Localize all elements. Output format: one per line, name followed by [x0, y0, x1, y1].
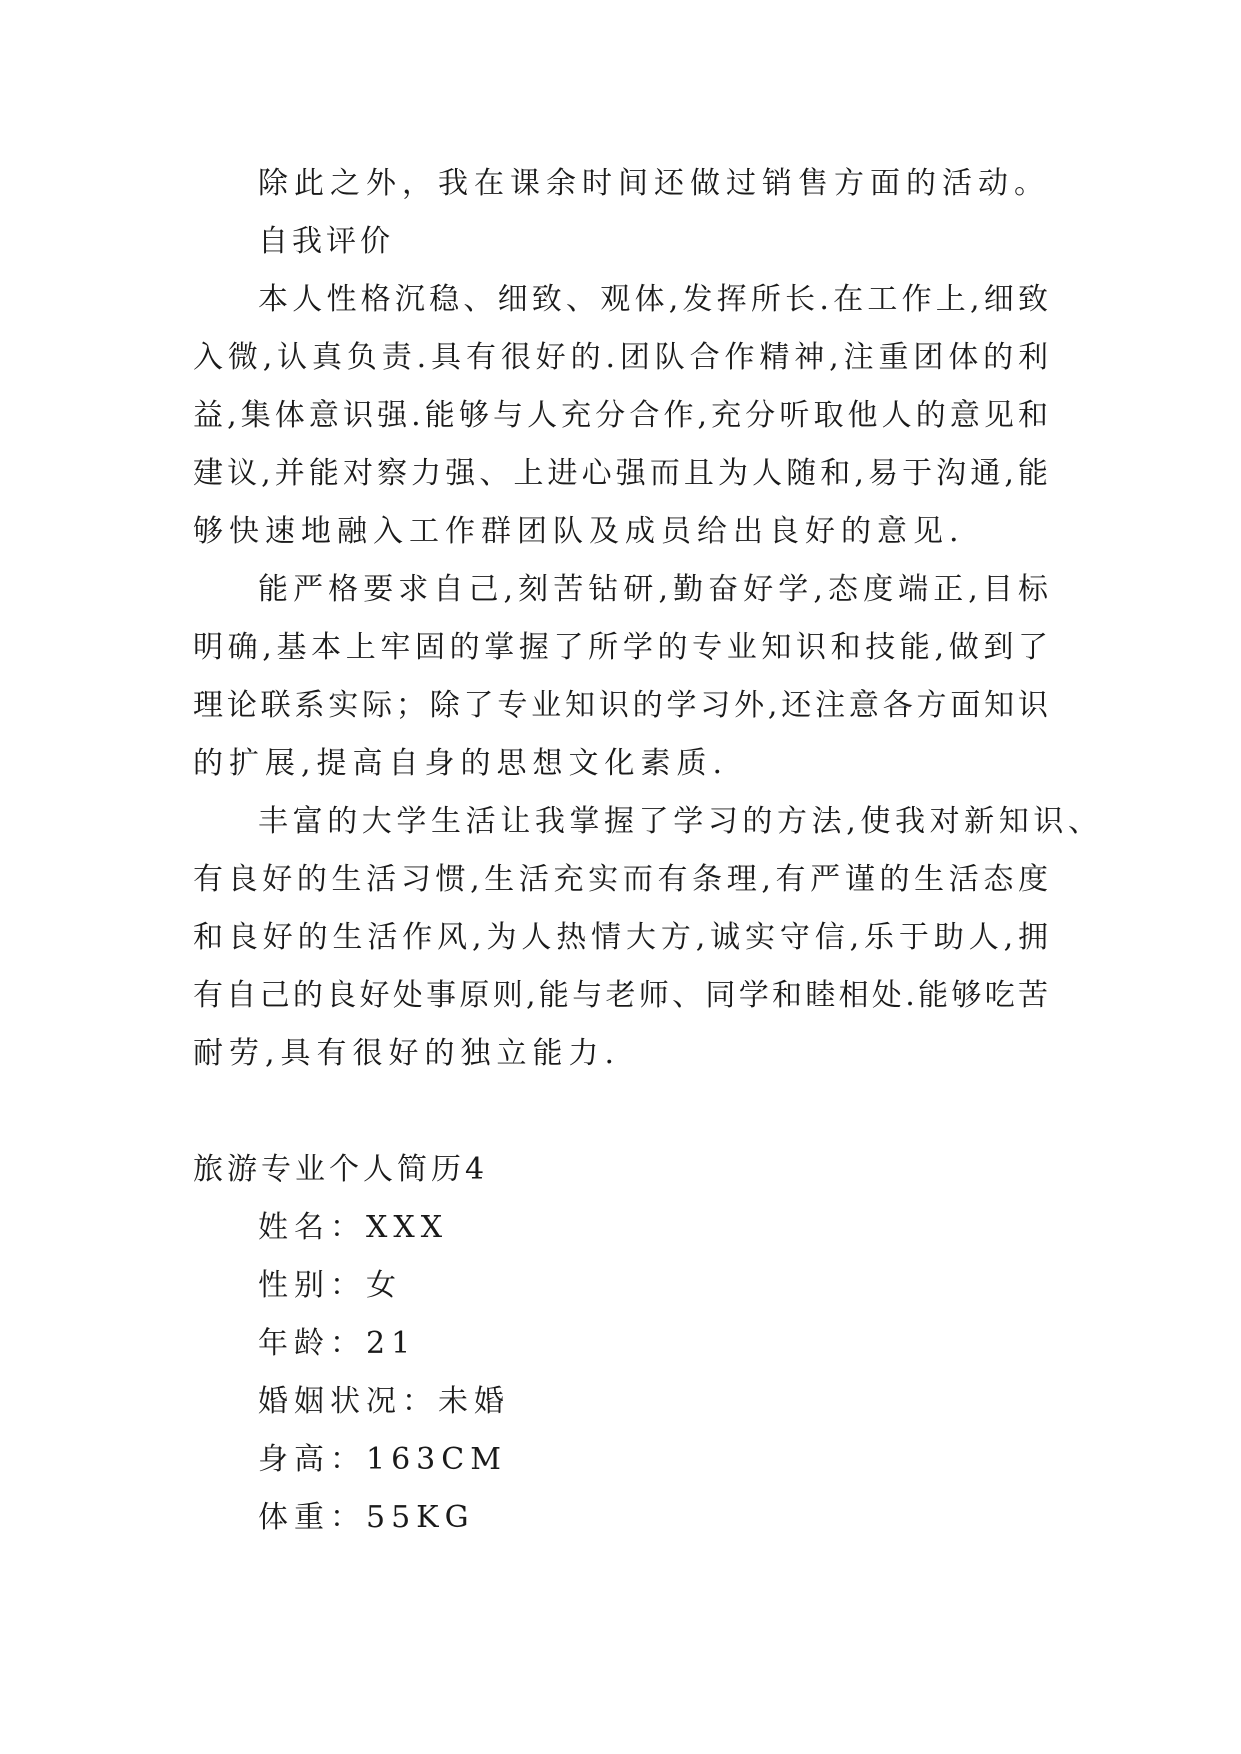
field-marital-status: 婚姻状况：未婚	[258, 1384, 510, 1419]
paragraph-1-line-5: 够快速地融入工作群团队及成员给出良好的意见.	[193, 514, 965, 549]
intro-paragraph: 除此之外，我在课余时间还做过销售方面的活动。	[258, 166, 1050, 201]
paragraph-3-line-1: 丰富的大学生活让我掌握了学习的方法,使我对新知识、	[258, 804, 1098, 839]
field-weight: 体重：55KG	[258, 1500, 475, 1535]
self-evaluation-heading: 自我评价	[258, 224, 394, 259]
paragraph-3-line-5: 耐劳,具有很好的独立能力.	[193, 1036, 621, 1071]
paragraph-3-line-4: 有自己的良好处事原则,能与老师、同学和睦相处.能够吃苦	[193, 978, 1048, 1013]
paragraph-1-line-2: 入微,认真负责.具有很好的.团队合作精神,注重团体的利	[193, 340, 1048, 375]
field-gender: 性别：女	[258, 1268, 402, 1303]
field-height: 身高：163CM	[258, 1442, 507, 1477]
paragraph-3-line-2: 有良好的生活习惯,生活充实而有条理,有严谨的生活态度	[193, 862, 1048, 897]
field-age: 年龄：21	[258, 1326, 417, 1361]
resume-title: 旅游专业个人简历4	[193, 1152, 489, 1187]
paragraph-2-line-1: 能严格要求自己,刻苦钻研,勤奋好学,态度端正,目标	[258, 572, 1048, 607]
paragraph-1-line-3: 益,集体意识强.能够与人充分合作,充分听取他人的意见和	[193, 398, 1048, 433]
paragraph-3-line-3: 和良好的生活作风,为人热情大方,诚实守信,乐于助人,拥	[193, 920, 1048, 955]
field-name: 姓名：XXX	[258, 1210, 449, 1245]
paragraph-2-line-4: 的扩展,提高自身的思想文化素质.	[193, 746, 729, 781]
paragraph-2-line-3: 理论联系实际；除了专业知识的学习外,还注意各方面知识	[193, 688, 1048, 723]
paragraph-1-line-4: 建议,并能对察力强、上进心强而且为人随和,易于沟通,能	[193, 456, 1048, 491]
paragraph-1-line-1: 本人性格沉稳、细致、观体,发挥所长.在工作上,细致	[258, 282, 1048, 317]
paragraph-2-line-2: 明确,基本上牢固的掌握了所学的专业知识和技能,做到了	[193, 630, 1048, 665]
